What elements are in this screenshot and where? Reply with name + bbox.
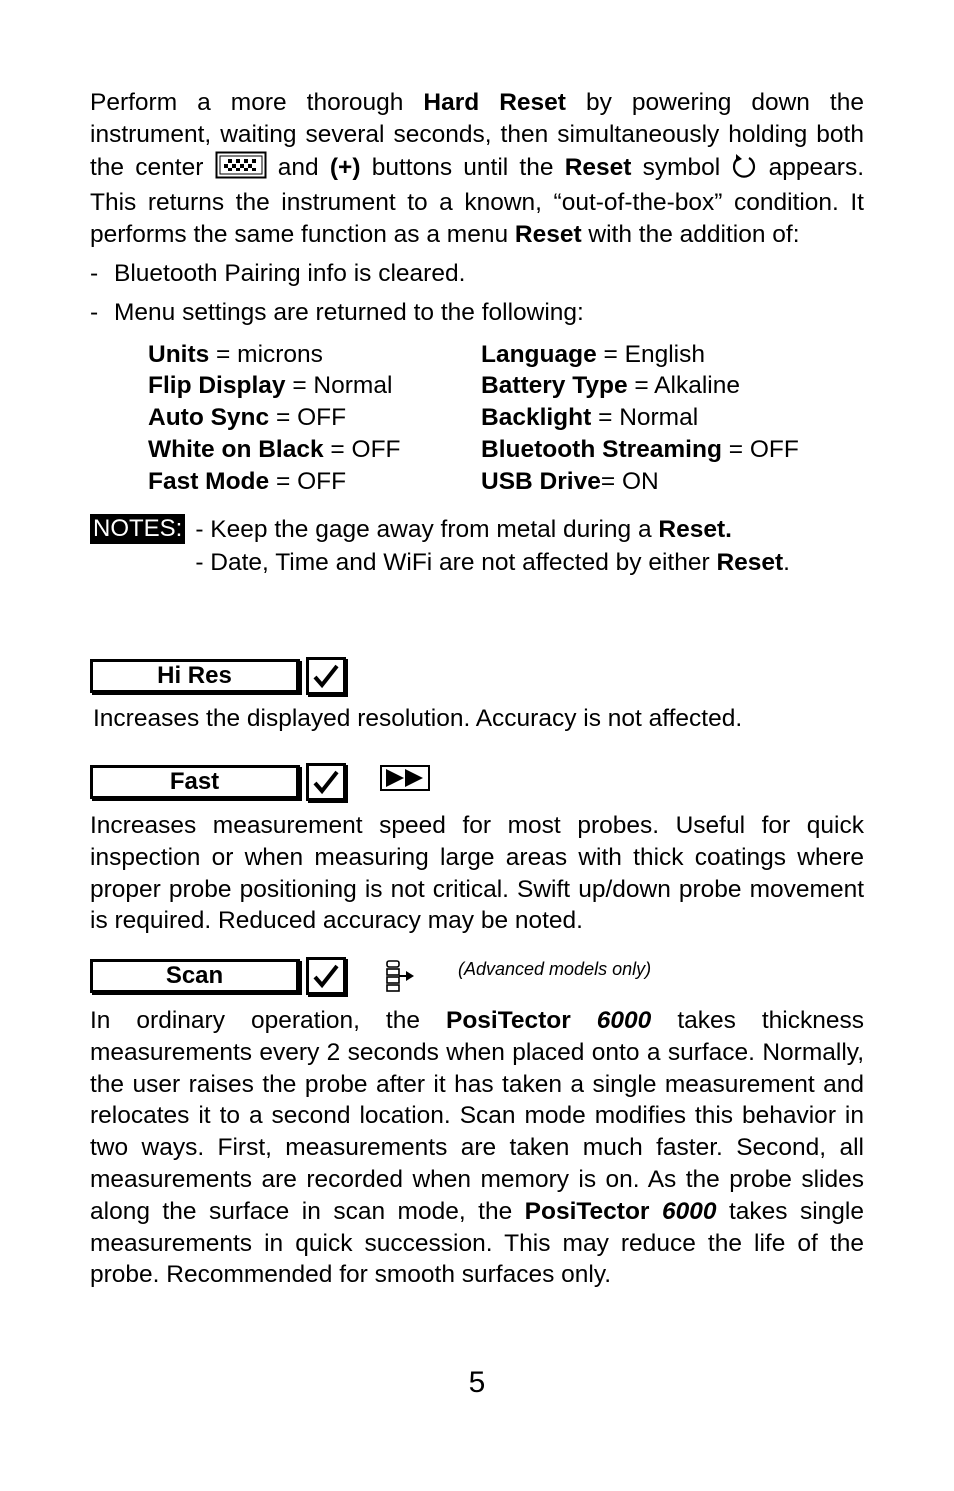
reset-term: Reset bbox=[514, 221, 582, 249]
setting-name: Auto Sync bbox=[148, 404, 270, 432]
text-run: - Date, Time and WiFi are not affected by either bbox=[195, 548, 717, 576]
setting-fast-mode bbox=[148, 466, 481, 498]
reset-term: Reset. bbox=[658, 515, 732, 543]
setting-white-on-black bbox=[148, 434, 481, 466]
setting-value: = OFF bbox=[269, 404, 347, 432]
setting-value: = Alkaline bbox=[627, 372, 740, 400]
text-run: takes thickness measurements every 2 seconds when placed onto a surface. Normally, the user raises the probe after it has taken a single measurement and relocates it to a second location. Scan mode modifies this behavior in two ways. First, measurements are taken much faster. Second, all measurements are recorded when memory is on. As the probe slides along the surface in scan mode, the bbox=[90, 1007, 865, 1225]
text-run: - Keep the gage away from metal during a bbox=[195, 515, 659, 543]
text-run: with the addition of: bbox=[581, 221, 800, 249]
setting-value: = ON bbox=[600, 467, 659, 495]
setting-value: = Normal bbox=[591, 404, 699, 432]
bullet-item bbox=[90, 297, 864, 329]
scan-description bbox=[90, 1005, 864, 1291]
setting-usb-drive bbox=[481, 466, 811, 498]
checkmark-icon bbox=[306, 763, 346, 801]
scan-menu-row bbox=[90, 956, 651, 996]
fast-menu-row bbox=[90, 762, 430, 802]
checkmark-icon bbox=[306, 657, 346, 695]
reset-term: Reset bbox=[716, 548, 784, 576]
plus-button-term: (+) bbox=[329, 153, 361, 181]
text-run: takes single measurements in quick succession. This may reduce the life of the probe. Recommended for smooth surfaces only. bbox=[90, 1197, 864, 1289]
setting-value: = English bbox=[596, 340, 705, 368]
setting-flip-display bbox=[148, 370, 481, 402]
bullet-item bbox=[90, 258, 864, 290]
setting-auto-sync bbox=[148, 402, 481, 434]
checkmark-icon bbox=[306, 957, 346, 995]
note-line bbox=[195, 513, 790, 546]
brand-name: PosiTector bbox=[524, 1197, 650, 1225]
setting-battery-type bbox=[481, 370, 811, 402]
setting-value: = OFF bbox=[269, 467, 347, 495]
setting-name: Backlight bbox=[481, 404, 592, 432]
text-run: buttons until the bbox=[360, 153, 565, 181]
reset-icon bbox=[731, 153, 757, 188]
note-line bbox=[195, 546, 790, 579]
setting-language bbox=[481, 339, 811, 371]
setting-name: Units bbox=[148, 340, 210, 368]
fast-forward-icon bbox=[380, 765, 430, 800]
hi-res-menu-label: Hi Res bbox=[90, 659, 300, 693]
bullet-dash: - bbox=[90, 259, 99, 287]
hard-reset-term: Hard Reset bbox=[423, 89, 566, 116]
reset-term: Reset bbox=[564, 153, 632, 181]
notes-badge: NOTES: bbox=[90, 514, 185, 544]
fast-description: Increases measurement speed for most probes. Useful for quick inspection or when measuring large areas with thick coatings where proper probe positioning is not critical. Swift up/down probe movement is required. Reduced accuracy may be noted. bbox=[90, 812, 864, 935]
text-run: and bbox=[266, 153, 330, 181]
hi-res-description: Increases the displayed resolution. Accuracy is not affected. bbox=[93, 705, 743, 732]
scan-menu-label: Scan bbox=[90, 959, 300, 993]
setting-value: = OFF bbox=[323, 435, 401, 463]
setting-name: Flip Display bbox=[148, 372, 286, 400]
hi-res-menu-row bbox=[90, 656, 346, 696]
setting-name: Battery Type bbox=[481, 372, 628, 400]
model-number: 6000 bbox=[661, 1197, 717, 1225]
text-run: by powering down the instrument, waiting several seconds, then simultaneously holding both the center bbox=[90, 89, 864, 181]
notes-block bbox=[90, 513, 864, 579]
text-run: Perform a more thorough bbox=[90, 89, 424, 116]
text-run: appears. This returns the instrument to a known, “out-of-the-box” condition. It performs the same function as a menu bbox=[90, 153, 865, 249]
bullet-text: Bluetooth Pairing info is cleared. bbox=[114, 259, 466, 287]
center-button-icon bbox=[215, 151, 267, 188]
setting-units bbox=[148, 339, 481, 371]
text-run: . bbox=[783, 548, 790, 576]
setting-name: White on Black bbox=[148, 435, 324, 463]
setting-name: USB Drive bbox=[481, 467, 601, 495]
setting-value: = OFF bbox=[721, 435, 799, 463]
setting-backlight bbox=[481, 402, 811, 434]
setting-bluetooth-streaming bbox=[481, 434, 811, 466]
setting-name: Bluetooth Streaming bbox=[481, 435, 722, 463]
text-run: In ordinary operation, the bbox=[90, 1007, 446, 1034]
page-number: 5 bbox=[468, 1366, 486, 1399]
brand-name: PosiTector bbox=[445, 1007, 571, 1034]
setting-value: = microns bbox=[209, 340, 323, 368]
default-settings-list bbox=[148, 339, 864, 498]
setting-name: Fast Mode bbox=[148, 467, 270, 495]
advanced-models-note: (Advanced models only) bbox=[458, 959, 652, 980]
bullet-dash: - bbox=[90, 298, 99, 326]
setting-value: = Normal bbox=[285, 372, 393, 400]
page-body bbox=[90, 87, 864, 579]
hard-reset-paragraph bbox=[90, 87, 864, 251]
model-number: 6000 bbox=[596, 1007, 652, 1034]
notes-lines bbox=[195, 513, 790, 579]
fast-menu-label: Fast bbox=[90, 765, 300, 799]
scan-icon bbox=[384, 959, 416, 1002]
bullet-text: Menu settings are returned to the following: bbox=[114, 298, 584, 326]
text-run: symbol bbox=[631, 153, 732, 181]
setting-name: Language bbox=[481, 340, 597, 368]
